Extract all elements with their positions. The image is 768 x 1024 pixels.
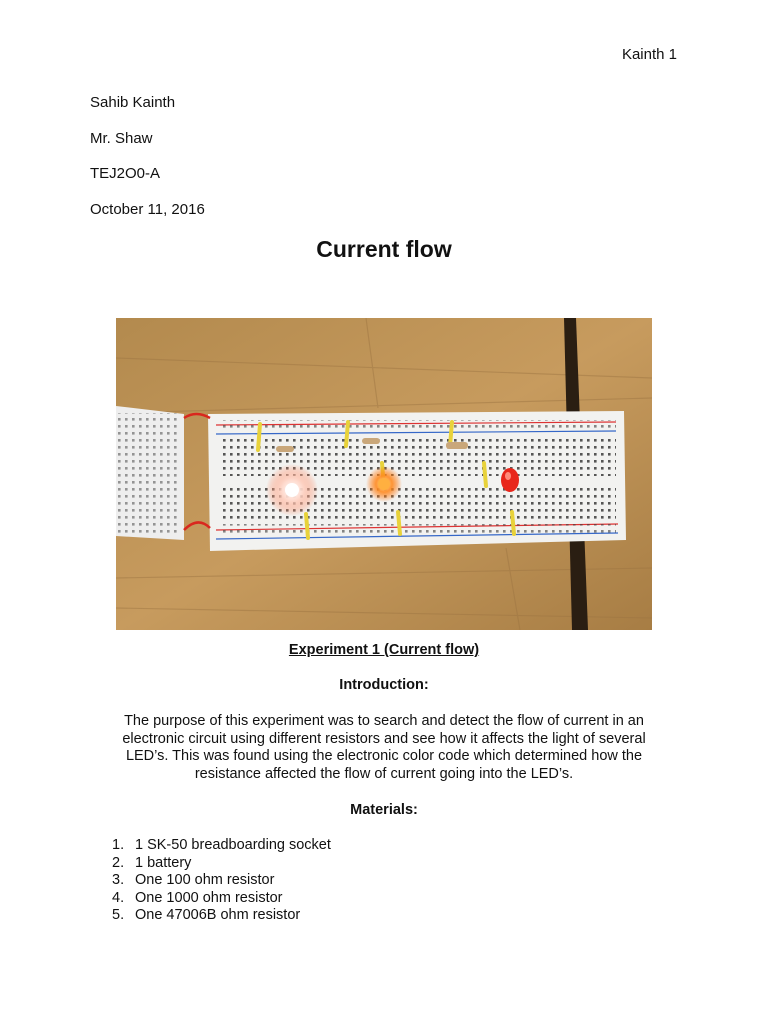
breadboard-photo-svg xyxy=(116,318,652,630)
list-item-number: 5. xyxy=(112,907,125,924)
materials-list xyxy=(112,837,331,925)
breadboard-photo xyxy=(116,318,652,630)
list-item-number: 2. xyxy=(112,854,125,871)
list-item xyxy=(112,872,331,890)
teacher-name: Mr. Shaw xyxy=(90,130,153,147)
document-date: October 11, 2016 xyxy=(90,201,205,218)
list-item xyxy=(112,907,331,925)
list-item-text: 1 battery xyxy=(135,854,192,871)
list-item xyxy=(112,855,331,873)
materials-heading: Materials: xyxy=(350,802,418,818)
list-item-text: One 100 ohm resistor xyxy=(135,872,275,889)
page-header-label: Kainth 1 xyxy=(621,46,677,63)
list-item-text: One 47006B ohm resistor xyxy=(135,907,301,924)
list-item-number: 1. xyxy=(112,837,125,853)
experiment-heading: Experiment 1 (Current flow) xyxy=(288,642,480,658)
list-item-text: 1 SK-50 breadboarding socket xyxy=(135,837,331,853)
introduction-heading: Introduction: xyxy=(339,677,429,693)
list-item-number: 3. xyxy=(112,872,125,889)
course-code: TEJ2O0-A xyxy=(90,165,161,182)
list-item-number: 4. xyxy=(112,889,125,906)
document-title: Current flow xyxy=(316,236,452,262)
list-item xyxy=(112,890,331,908)
list-item xyxy=(112,837,331,855)
list-item-text: One 1000 ohm resistor xyxy=(135,889,283,906)
introduction-text: The purpose of this experiment was to search and detect the flow of current in an electronic circuit using different resistors and see how it affects the light of several LED’s. This was found using the electronic color code which determined how the resistance affected the flow of current going into the LED’s. xyxy=(122,713,646,782)
author-name: Sahib Kainth xyxy=(90,94,176,111)
